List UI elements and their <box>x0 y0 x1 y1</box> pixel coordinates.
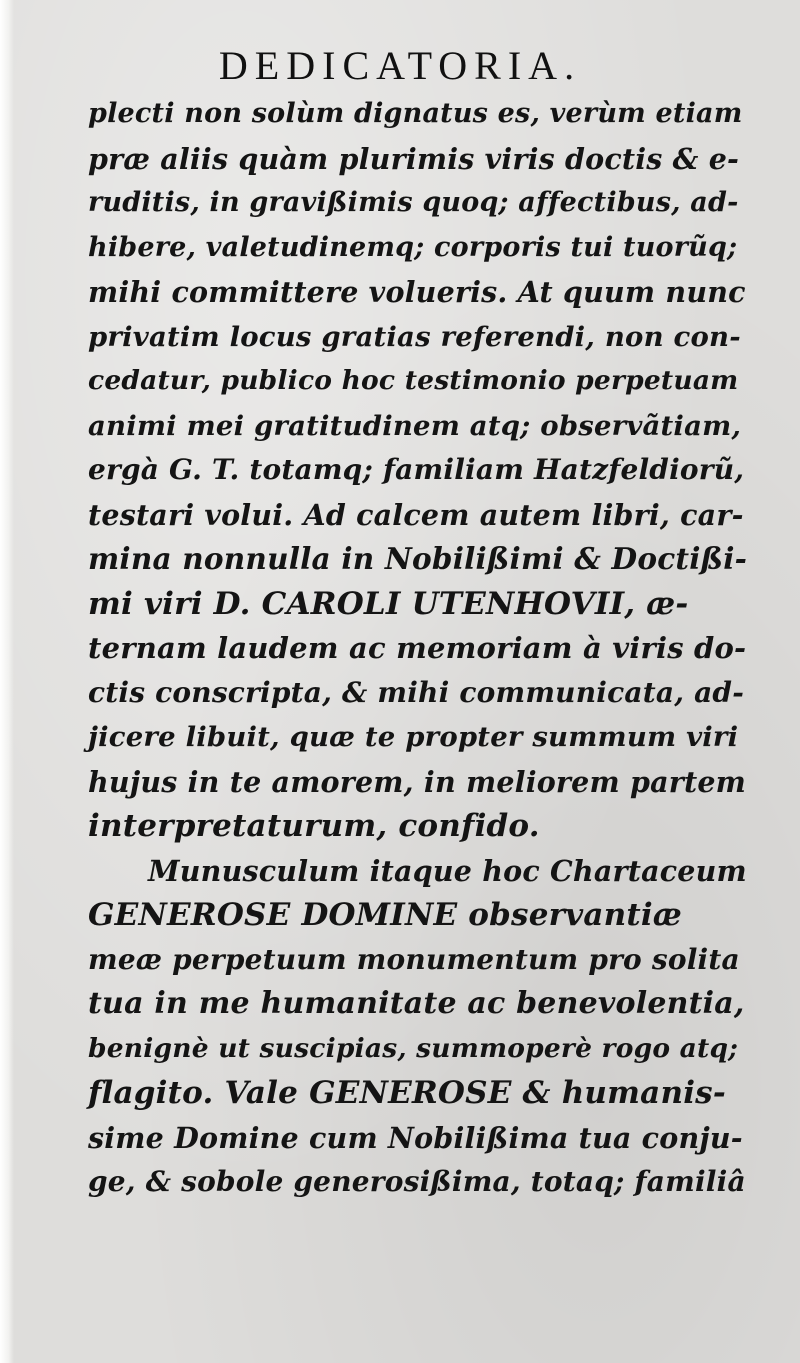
text-line: mihi committere volueris. At quum nunc <box>88 275 746 309</box>
text-line: mina nonnulla in Nobilißimi & Doctißi- <box>88 541 748 576</box>
text-line: ctis conscripta, & mihi communicata, ad- <box>88 675 745 709</box>
text-line: ternam laudem ac memoriam à viris do- <box>88 631 747 665</box>
text-line: plecti non solùm dignatus es, verùm etiam <box>88 98 743 129</box>
text-line: præ aliis quàm plurimis viris doctis & e- <box>88 141 740 176</box>
text-line: sime Domine cum Nobilißima tua conju- <box>88 1120 743 1155</box>
text-line: hibere, valetudinemq; corporis tui tuorũq; <box>88 231 738 263</box>
text-line: cedatur, publico hoc testimonio perpetuam <box>88 365 739 396</box>
text-line: hujus in te amorem, in meliorem partem <box>88 764 747 799</box>
text-line: ergà G. T. totamq; familiam Hatzfeldiorũ, <box>88 453 745 486</box>
text-line: GENEROSE DOMINE observantiæ <box>88 897 682 933</box>
text-line: jicere libuit, quæ te propter summum viri <box>88 721 739 753</box>
text-line: flagito. Vale GENEROSE & humanis- <box>88 1075 726 1111</box>
text-line: mi viri D. CAROLI UTENHOVII, æ- <box>88 585 689 622</box>
running-head: DEDICATORIA. <box>218 43 582 88</box>
text-line: testari volui. Ad calcem autem libri, car- <box>88 497 744 532</box>
text-line: privatim locus gratias referendi, non con- <box>88 320 741 353</box>
text-line: ruditis, in gravißimis quoq; affectibus, ad- <box>88 187 739 218</box>
text-line: interpretaturum, confido. <box>88 808 540 844</box>
text-line: animi mei gratitudinem atq; observãtiam, <box>88 409 742 442</box>
text-line: ge, & sobole generosißima, totaq; familiâ <box>88 1165 746 1198</box>
text-line: benignè ut suscipias, summoperè rogo atq; <box>88 1032 739 1064</box>
body-text <box>88 92 748 1205</box>
text-line: tua in me humanitate ac benevolentia, <box>88 986 745 1021</box>
text-line: Munusculum itaque hoc Chartaceum <box>148 853 747 888</box>
text-line: meæ perpetuum monumentum pro solita <box>88 942 740 976</box>
